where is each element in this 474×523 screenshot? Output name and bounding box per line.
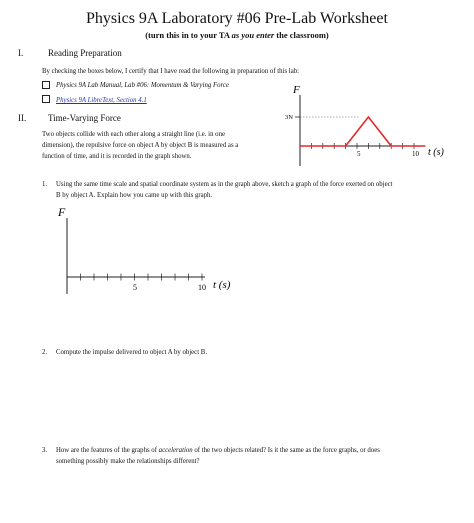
graph1-x-axis-label: t (s) [428, 147, 444, 158]
graph2-x-tick-5: 5 [133, 283, 137, 292]
page-title: Physics 9A Laboratory #06 Pre-Lab Worksheet [86, 10, 388, 27]
question-3-text-a: How are the features of the graphs of [56, 447, 159, 454]
section2-para-line1: Two objects collide with each other along a straight line (i.e. in one [42, 131, 225, 138]
question-2-number: 2. [42, 349, 48, 356]
subtitle-end: the classroom) [274, 30, 329, 40]
section2-para-line2: dimension), the repulsive force on object A by object B is measured as a [42, 142, 239, 149]
checkbox-lab-manual[interactable] [42, 81, 50, 89]
question-3-text-c: of the two objects related? Is it the same as the force graphs, or does [192, 447, 380, 454]
section1-intro: By checking the boxes below, I certify that I have read the following in preparation of this lab: [42, 68, 300, 75]
question-1-number: 1. [42, 181, 48, 188]
section2-para-line3: function of time, and it is recorded in the graph shown. [42, 153, 192, 160]
graph2-x-axis-label: t (s) [213, 279, 231, 291]
graph1-x-tick-5: 5 [357, 150, 361, 158]
section2-number: II. [18, 113, 27, 123]
force-graph-ab [280, 78, 460, 168]
link-libretext[interactable]: Physics 9A LibreText, Section 4.1 [56, 97, 147, 104]
checkbox-libretext[interactable] [42, 95, 50, 103]
question-3-line2: something possibly make the relationships different? [56, 458, 200, 465]
subtitle-italic: as you enter [231, 30, 275, 40]
page-subtitle [0, 30, 474, 40]
force-curve [300, 117, 425, 146]
question-1-line2: B by object A. Explain how you came up with this graph. [56, 192, 213, 199]
question-1-line1: Using the same time scale and spatial coordinate system as in the graph above, sketch a graph of the force exerted on object [56, 181, 393, 188]
graph1-y-axis-label: F [293, 84, 300, 96]
force-graph-ba-blank [55, 202, 245, 294]
graph2-x-tick-10: 10 [198, 283, 206, 292]
question-3-line1 [56, 447, 380, 454]
section1-number: I. [18, 48, 24, 58]
reading-item-lab-manual: Physics 9A Lab Manual, Lab #06: Momentum & Varying Force [56, 82, 229, 89]
section1-heading: Reading Preparation [48, 48, 122, 58]
section2-heading: Time-Varying Force [48, 113, 121, 123]
graph1-x-tick-10: 10 [412, 150, 419, 158]
question-2-line1: Compute the impulse delivered to object A by object B. [56, 349, 208, 356]
subtitle-text: (turn this in to your TA [145, 30, 232, 40]
question-3-number: 3. [42, 447, 48, 454]
graph1-y-tick-label: 3N [285, 114, 293, 121]
graph2-y-axis-label: F [58, 205, 66, 219]
question-3-text-acceleration: acceleration [158, 447, 193, 454]
